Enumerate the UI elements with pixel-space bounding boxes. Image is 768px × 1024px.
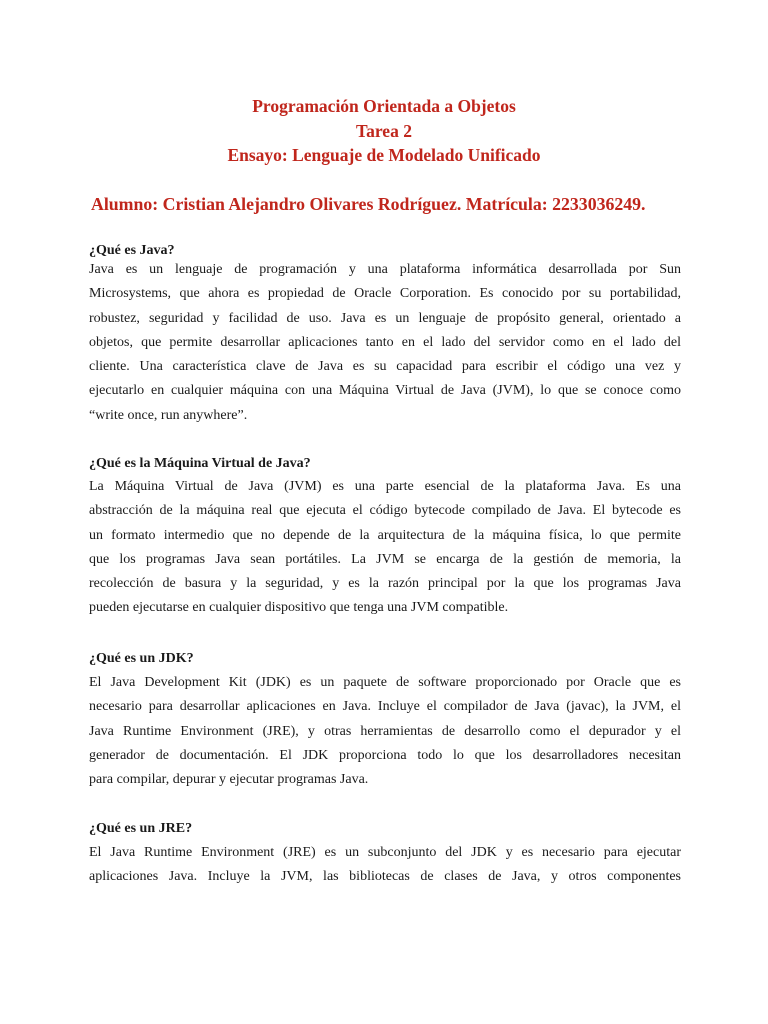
paragraph-line: para compilar, depurar y ejecutar programas Java. [89, 772, 369, 788]
paragraph-line: recolección de basura y la seguridad, y es la razón principal por la que los programas Java [89, 576, 681, 592]
section-heading-jvm: ¿Qué es la Máquina Virtual de Java? [89, 456, 311, 471]
paragraph-line: El Java Development Kit (JDK) es un paquete de software proporcionado por Oracle que es [89, 675, 681, 690]
paragraph-line: robustez, seguridad y facilidad de uso. Java es un lenguaje de propósito general, orientado a [89, 310, 681, 326]
essay-title: Ensayo: Lenguaje de Modelado Unificado [227, 145, 541, 165]
paragraph-line: cliente. Una característica clave de Java es su capacidad para escribir el código una vez y [89, 359, 681, 375]
paragraph-line: un formato intermedio que no depende de la arquitectura de la máquina física, lo que permite [89, 527, 681, 543]
paragraph-line: Java Runtime Environment (JRE), y otras herramientas de desarrollo como el depurador y el [89, 723, 681, 739]
section-body-jre [89, 841, 681, 890]
paragraph-line: pueden ejecutarse en cualquier dispositivo que tenga una JVM compatible. [89, 600, 509, 616]
paragraph-line: abstracción de la máquina real que ejecuta el código bytecode compilado de Java. El bytecode es [89, 503, 681, 519]
paragraph-line: ejecutarlo en cualquier máquina con una Máquina Virtual de Java (JVM), lo que se conoce como [89, 383, 681, 399]
section-heading-jdk: ¿Qué es un JDK? [89, 651, 194, 666]
paragraph-line: Java es un lenguaje de programación y una plataforma informática desarrollada por Sun [89, 262, 681, 277]
document-title-block [0, 94, 768, 168]
section-heading-jre: ¿Qué es un JRE? [89, 821, 193, 836]
course-title: Programación Orientada a Objetos [252, 96, 516, 116]
paragraph-line: que los programas Java sean portátiles. La JVM se encarga de la gestión de memoria, la [89, 551, 681, 567]
section-body-jdk [89, 671, 681, 792]
section-heading-java: ¿Qué es Java? [89, 243, 175, 258]
paragraph-line: La Máquina Virtual de Java (JVM) es una parte esencial de la plataforma Java. Es una [89, 479, 681, 494]
paragraph-line: aplicaciones Java. Incluye la JVM, las bibliotecas de clases de Java, y otros componentes [89, 869, 681, 885]
paragraph-line: necesario para desarrollar aplicaciones en Java. Incluye el compilador de Java (javac), la JVM, el [89, 699, 681, 715]
paragraph-line: “write once, run anywhere”. [89, 407, 248, 423]
student-info: Alumno: Cristian Alejandro Olivares Rodríguez. Matrícula: 2233036249. [91, 194, 646, 214]
paragraph-line: objetos, que permite desarrollar aplicaciones tanto en el lado del servidor como en el lado del [89, 334, 681, 350]
paragraph-line: Microsystems, que ahora es propiedad de Oracle Corporation. Es conocido por su portabilidad, [89, 286, 681, 302]
paragraph-line: El Java Runtime Environment (JRE) es un subconjunto del JDK y es necesario para ejecutar [89, 845, 681, 860]
section-body-java [89, 258, 681, 428]
section-body-jvm [89, 475, 681, 621]
assignment-number: Tarea 2 [356, 120, 412, 141]
paragraph-line: generador de documentación. El JDK proporciona todo lo que los desarrolladores necesitan [89, 747, 681, 763]
